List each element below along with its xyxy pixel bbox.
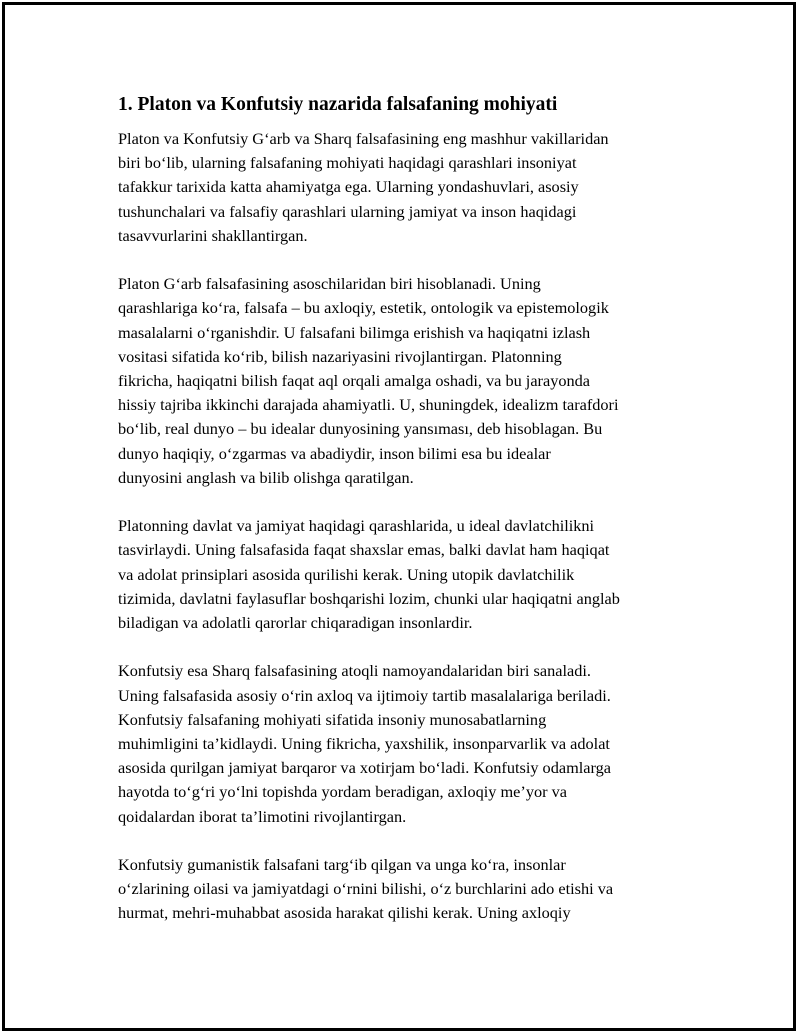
paragraph-intro <box>118 127 693 248</box>
text-line: hissiy tajriba ikkinchi darajada ahamiyatli. U, shuningdek, idealizm tarafdori <box>118 395 619 415</box>
text-line: tizimida, davlatni faylasuflar boshqarishi lozim, chunki ular haqiqatni anglab <box>118 588 620 608</box>
text-line: hayotda to‘g‘ri yo‘lni topishda yordam beradigan, axloqiy me’yor va <box>118 782 567 802</box>
text-line: fikricha, haqiqatni bilish faqat aql orqali amalga oshadi, va bu jarayonda <box>118 371 590 391</box>
text-line: bo‘lib, real dunyo – bu idealar dunyosining yansıması, deb hisoblagan. Bu <box>118 419 603 439</box>
text-line: tasvirlaydi. Uning falsafasida faqat shaxslar emas, balki davlat ham haqiqat <box>118 540 610 560</box>
text-line: biri bo‘lib, ularning falsafaning mohiyati haqidagi qarashlari insoniyat <box>118 153 577 173</box>
text-line: Konfutsiy esa Sharq falsafasining atoqli namoyandalaridan biri sanaladi. <box>118 661 591 681</box>
text-line: biladigan va adolatli qarorlar chiqaradigan insonlardir. <box>118 613 473 633</box>
text-line: muhimligini ta’kidlaydi. Uning fikricha, yaxshilik, insonparvarlik va adolat <box>118 734 610 754</box>
text-line: va adolat prinsiplari asosida qurilishi kerak. Uning utopik davlatchilik <box>118 564 575 584</box>
text-line: qoidalardan iborat ta’limotini rivojlantirgan. <box>118 806 407 826</box>
text-line: asosida qurilgan jamiyat barqaror va xotirjam bo‘ladi. Konfutsiy odamlarga <box>118 758 611 778</box>
text-line: hurmat, mehri-muhabbat asosida harakat qilishi kerak. Uning axloqiy <box>118 903 571 923</box>
paragraph-konfutsiy-humanism <box>118 853 693 926</box>
text-line: tasavvurlarini shakllantirgan. <box>118 225 308 245</box>
text-line: dunyo haqiqiy, o‘zgarmas va abadiydir, inson bilimi esa bu idealar <box>118 443 551 463</box>
section-heading: 1. Platon va Konfutsiy nazarida falsafaning mohiyati <box>118 94 558 115</box>
text-line: o‘zlarining oilasi va jamiyatdagi o‘rnini bilishi, o‘z burchlarini ado etishi va <box>118 879 614 899</box>
text-line: qarashlariga ko‘ra, falsafa – bu axloqiy, estetik, ontologik va epistemologik <box>118 298 609 318</box>
text-line: vositasi sifatida ko‘rib, bilish nazariyasini rivojlantirgan. Platonning <box>118 346 562 366</box>
text-line: Konfutsiy falsafaning mohiyati sifatida insoniy munosabatlarning <box>118 709 547 729</box>
text-line: Konfutsiy gumanistik falsafani targ‘ib qilgan va unga ko‘ra, insonlar <box>118 855 566 875</box>
text-line: tushunchalari va falsafiy qarashlari ularning jamiyat va inson haqidagi <box>118 201 577 221</box>
paragraph-platon-philosophy <box>118 272 693 490</box>
text-line: dunyosini anglash va bilib olishga qaratilgan. <box>118 467 414 487</box>
text-line: tafakkur tarixida katta ahamiyatga ega. Ularning yondashuvlari, asosiy <box>118 177 579 197</box>
text-line: Platon G‘arb falsafasining asoschilaridan biri hisoblanadi. Uning <box>118 274 541 294</box>
paragraph-platon-state <box>118 514 693 635</box>
paragraph-konfutsiy <box>118 659 693 828</box>
text-line: Uning falsafasida asosiy o‘rin axloq va ijtimoiy tartib masalalariga beriladi. <box>118 685 611 705</box>
text-line: Platonning davlat va jamiyat haqidagi qarashlarida, u ideal davlatchilikni <box>118 516 595 536</box>
text-line: Platon va Konfutsiy G‘arb va Sharq falsafasining eng mashhur vakillaridan <box>118 129 609 148</box>
text-line: masalalarni o‘rganishdir. U falsafani bilimga erishish va haqiqatni izlash <box>118 322 591 342</box>
document-body <box>118 92 693 950</box>
